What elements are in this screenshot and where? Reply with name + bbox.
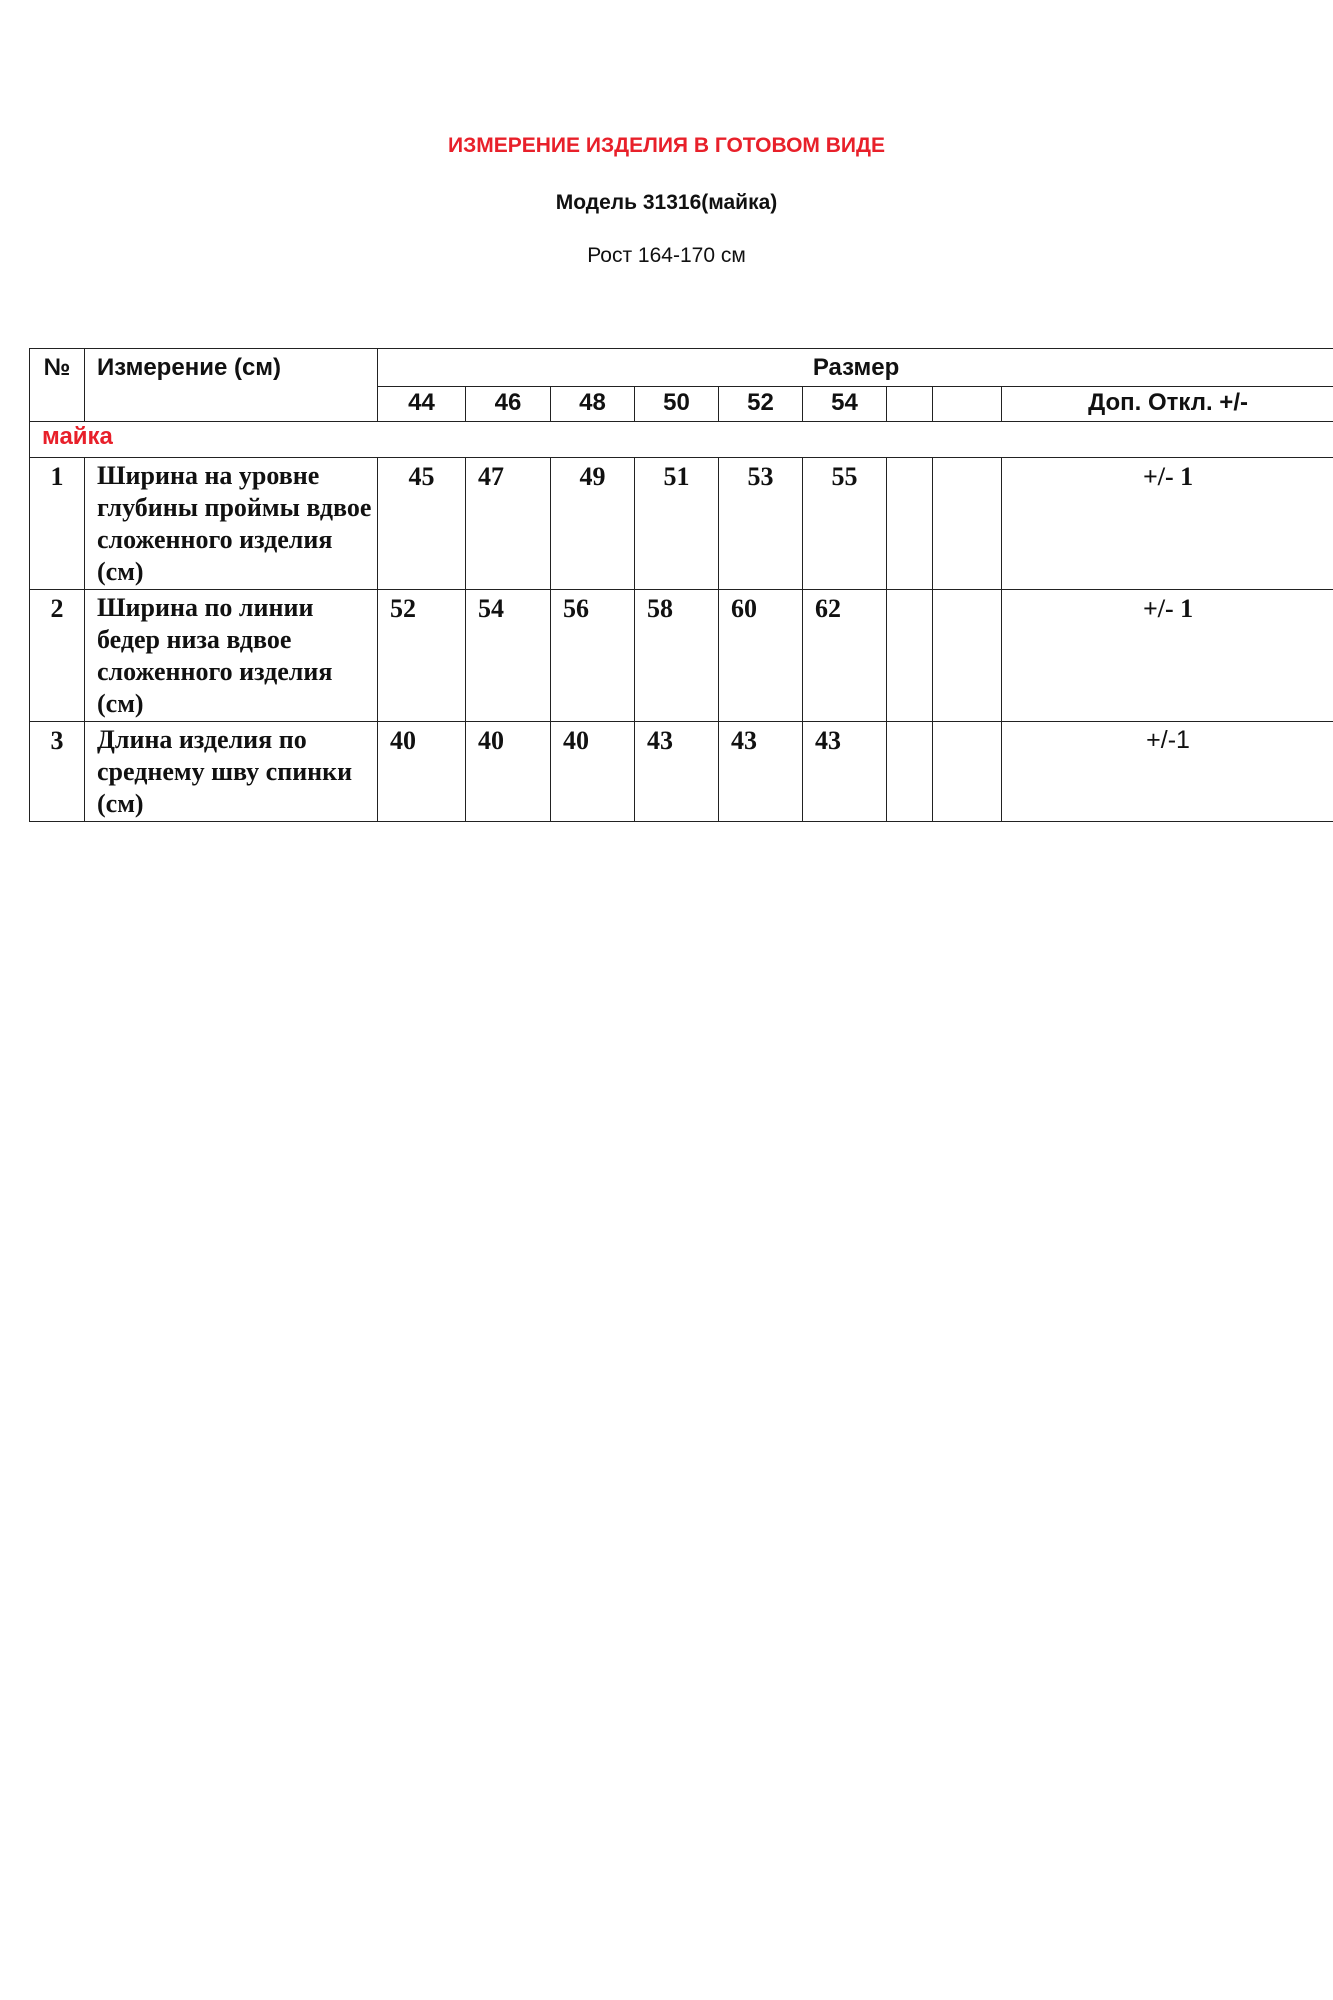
header-number: № <box>30 349 85 422</box>
table-row <box>30 722 1333 822</box>
value-cell <box>933 458 1002 590</box>
size-cell: 44 <box>378 387 466 422</box>
value-cell: 45 <box>378 458 466 590</box>
value-cell: 43 <box>803 722 887 822</box>
document-title: ИЗМЕРЕНИЕ ИЗДЕЛИЯ В ГОТОВОМ ВИДЕ <box>448 134 885 157</box>
table-row <box>30 590 1333 722</box>
row-number: 2 <box>30 590 85 722</box>
value-cell: 53 <box>719 458 803 590</box>
value-cell: 55 <box>803 458 887 590</box>
value-cell: 62 <box>803 590 887 722</box>
value-cell: 58 <box>635 590 719 722</box>
value-cell: 60 <box>719 590 803 722</box>
table-row <box>30 458 1333 590</box>
measurement-table <box>29 348 1333 822</box>
value-cell: 43 <box>635 722 719 822</box>
value-cell: 54 <box>466 590 551 722</box>
row-label: Ширина на уровне глубины проймы вдвое сложенного изделия (см) <box>85 458 378 590</box>
value-cell: 56 <box>551 590 635 722</box>
section-label: майка <box>30 422 1333 458</box>
header-measurement: Измерение (см) <box>85 349 378 422</box>
size-cell: 50 <box>635 387 719 422</box>
size-cell: 54 <box>803 387 887 422</box>
value-cell <box>887 458 933 590</box>
header-tolerance: Доп. Откл. +/- <box>1002 387 1333 422</box>
value-cell: 40 <box>378 722 466 822</box>
value-cell: 49 <box>551 458 635 590</box>
value-cell: 51 <box>635 458 719 590</box>
tolerance-cell: +/- 1 <box>1002 590 1333 722</box>
value-cell: 40 <box>551 722 635 822</box>
height-range: Рост 164-170 см <box>587 244 746 267</box>
value-cell: 43 <box>719 722 803 822</box>
size-cell: 52 <box>719 387 803 422</box>
row-label: Ширина по линии бедер низа вдвое сложенного изделия (см) <box>85 590 378 722</box>
row-label: Длина изделия по среднему шву спинки (см) <box>85 722 378 822</box>
value-cell: 40 <box>466 722 551 822</box>
value-cell: 47 <box>466 458 551 590</box>
row-number: 3 <box>30 722 85 822</box>
value-cell: 52 <box>378 590 466 722</box>
size-cell: 46 <box>466 387 551 422</box>
header-size: Размер <box>378 349 1333 387</box>
row-number: 1 <box>30 458 85 590</box>
header-row <box>30 349 1333 387</box>
value-cell <box>933 722 1002 822</box>
tolerance-cell: +/- 1 <box>1002 458 1333 590</box>
size-cell: 48 <box>551 387 635 422</box>
value-cell <box>887 722 933 822</box>
size-cell <box>887 387 933 422</box>
size-cell <box>933 387 1002 422</box>
tolerance-cell: +/-1 <box>1002 722 1333 822</box>
value-cell <box>933 590 1002 722</box>
value-cell <box>887 590 933 722</box>
section-row <box>30 422 1333 458</box>
model-name: Модель 31316(майка) <box>555 191 778 214</box>
